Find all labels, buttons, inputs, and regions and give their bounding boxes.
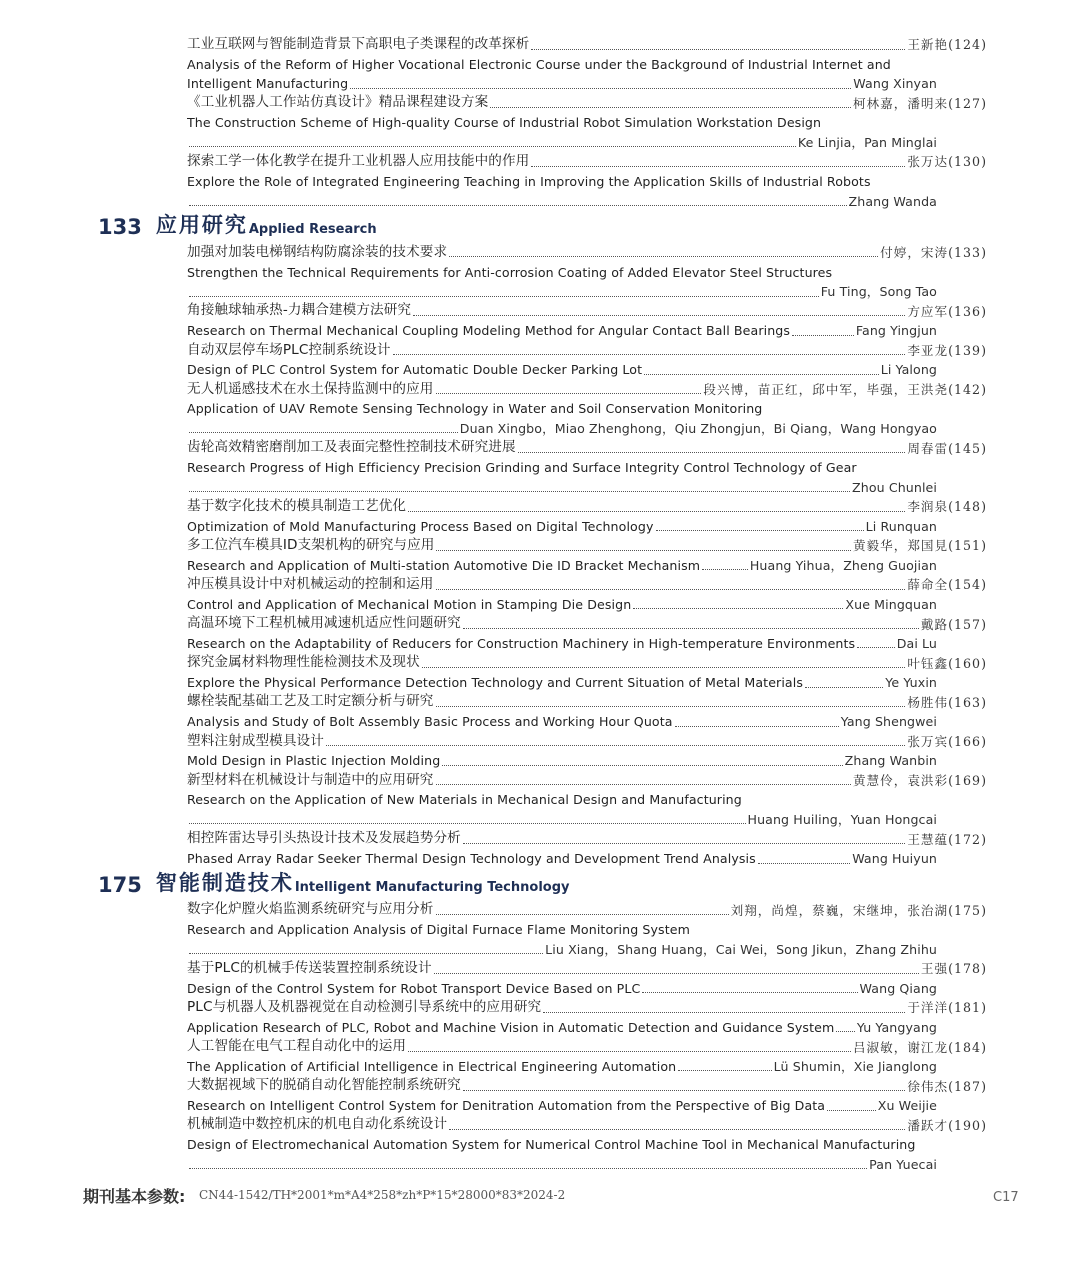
entry-authors-zh: 黄慧伶，袁洪彩(169) — [852, 772, 987, 788]
entry-authors-en: Lü Shumin，Xie Jianglong — [773, 1059, 937, 1075]
authors-zh-text: 李润泉 — [907, 499, 949, 515]
authors-zh-text: 吕淑敏，谢江龙 — [852, 1039, 949, 1055]
entry-title-zh: 相控阵雷达导引头热设计技术及发展趋势分析 — [187, 830, 461, 847]
authors-zh-text: 薛命全 — [907, 577, 949, 593]
authors-zh-text: 王慧蕴 — [907, 831, 949, 847]
toc-entry-zh — [187, 437, 987, 457]
toc-entry-zh — [187, 997, 987, 1017]
toc-entry-zh — [187, 958, 987, 978]
toc-entry-zh — [187, 242, 987, 262]
toc-entry-zh — [187, 574, 987, 594]
entry-page-number: 169 — [954, 772, 982, 788]
toc-entry-en — [187, 919, 937, 939]
authors-zh-text: 付婷，宋涛 — [880, 245, 949, 261]
entry-authors-zh: 戴路(157) — [920, 616, 987, 632]
page-number: C17 — [993, 1190, 1019, 1205]
entry-authors-zh: 叶钰鑫(160) — [907, 655, 987, 671]
toc-entry-en — [187, 555, 937, 575]
entry-title-en: The Application of Artificial Intelligence in Electrical Engineering Automation — [187, 1059, 677, 1075]
entry-title-en: Research and Application of Multi-station Automotive Die ID Bracket Mechanism — [187, 557, 701, 573]
leader-dots — [857, 647, 894, 648]
entry-title-en: Analysis of the Reform of Higher Vocational Electronic Course under the Background of Industrial Internet and — [187, 56, 891, 72]
leader-dots — [827, 1110, 876, 1111]
entry-title-en: Intelligent Manufacturing — [187, 76, 349, 92]
entry-title-en: Control and Application of Mechanical Motion in Stamping Die Design — [187, 596, 632, 612]
entry-authors-zh: 黄毅华，郑国見(151) — [852, 538, 987, 554]
entry-title-zh: 《工业机器人工作站仿真设计》精品课程建设方案 — [187, 94, 489, 111]
toc-entry-zh — [187, 340, 987, 360]
entry-authors-en: Fang Yingjun — [855, 323, 937, 339]
toc-entry-en — [187, 359, 937, 379]
entry-authors-en: Xu Weijie — [877, 1098, 937, 1114]
entry-page-number: 160 — [954, 655, 982, 671]
entry-page-number: 142 — [954, 381, 982, 397]
entry-authors-zh: 付婷，宋涛(133) — [880, 245, 987, 261]
entry-page-number: 136 — [954, 303, 982, 319]
toc-entry-en — [187, 978, 937, 998]
entry-title-zh: 塑料注射成型模具设计 — [187, 732, 324, 749]
entry-title-zh: 齿轮高效精密磨削加工及表面完整性控制技术研究进展 — [187, 439, 516, 456]
entry-title-zh: 新型材料在机械设计与制造中的应用研究 — [187, 771, 434, 788]
entry-title-en: Explore the Physical Performance Detection Technology and Current Situation of Metal Materials — [187, 675, 803, 691]
toc-entry-zh — [187, 301, 987, 321]
leader-dots — [758, 863, 850, 864]
entry-title-zh: 人工智能在电气工程自动化中的运用 — [187, 1038, 407, 1055]
entry-title-en: Strengthen the Technical Requirements for Anti-corrosion Coating of Added Elevator Steel Structures — [187, 264, 833, 280]
leader-dots — [189, 296, 819, 297]
toc-entry-zh — [187, 770, 987, 790]
entry-title-zh: 大数据视域下的脱硝自动化智能控制系统研究 — [187, 1077, 461, 1094]
authors-zh-text: 徐伟杰 — [907, 1078, 949, 1094]
leader-dots — [189, 205, 847, 206]
authors-zh-text: 王新艳 — [907, 37, 949, 53]
leader-dots — [463, 1090, 905, 1091]
leader-dots — [644, 374, 879, 375]
entry-authors-en: Wang Huiyun — [852, 851, 937, 867]
entry-page-number: 184 — [954, 1039, 982, 1055]
entry-authors-zh: 刘翔，尚煌，蔡巍，宋继坤，张治湖(175) — [730, 902, 987, 918]
entry-title-zh: 探究金属材料物理性能检测技术及现状 — [187, 654, 420, 671]
entry-authors-zh: 吕淑敏，谢江龙(184) — [852, 1039, 987, 1055]
toc-entry-en — [187, 320, 937, 340]
entry-authors-zh: 薛命全(154) — [907, 577, 987, 593]
leader-dots — [463, 843, 905, 844]
entry-title-en: Design of the Control System for Robot Transport Device Based on PLC — [187, 980, 641, 996]
toc-entry-zh — [187, 1115, 987, 1135]
entry-title-zh: 高温环境下工程机械用减速机适应性问题研究 — [187, 615, 461, 632]
leader-dots — [189, 823, 746, 824]
leader-dots — [442, 765, 842, 766]
authors-zh-text: 戴路 — [920, 616, 949, 632]
toc-entry-en — [187, 711, 937, 731]
entry-authors-zh: 潘跃才(190) — [907, 1117, 987, 1133]
toc-entry-en — [187, 457, 937, 477]
toc-entry-en — [187, 789, 937, 809]
entry-title-en: Design of PLC Control System for Automatic Double Decker Parking Lot — [187, 362, 643, 378]
entry-title-zh: 探索工学一体化教学在提升工业机器人应用技能中的作用 — [187, 153, 530, 170]
entry-title-en: Application of UAV Remote Sensing Technology in Water and Soil Conservation Monitoring — [187, 401, 763, 417]
entry-title-zh: 数字化炉膛火焰监测系统研究与应用分析 — [187, 901, 434, 918]
entry-authors-zh: 于洋洋(181) — [907, 1000, 987, 1016]
entry-page-number: 187 — [954, 1078, 982, 1094]
entry-page-number: 166 — [954, 733, 982, 749]
entry-page-number: 145 — [954, 440, 982, 456]
leader-dots — [436, 393, 702, 394]
entry-title-zh: 角接触球轴承热-力耦合建模方法研究 — [187, 302, 412, 319]
authors-zh-text: 王强 — [920, 961, 949, 977]
toc-entry-en — [187, 281, 937, 301]
toc-entry-en — [187, 1154, 937, 1174]
entry-title-en: Application Research of PLC, Robot and Machine Vision in Automatic Detection and Guidance System — [187, 1019, 835, 1035]
toc-entry-zh — [187, 1076, 987, 1096]
leader-dots — [434, 973, 919, 974]
entry-title-en: Phased Array Radar Seeker Thermal Design Technology and Development Trend Analysis — [187, 851, 756, 867]
toc-entry-en — [187, 132, 937, 152]
leader-dots — [656, 530, 864, 531]
entry-title-en: Research on the Application of New Materials in Mechanical Design and Manufacturing — [187, 792, 742, 808]
entry-authors-en: Wang Xinyan — [853, 76, 937, 92]
entry-page-number: 157 — [954, 616, 982, 632]
entry-authors-zh: 周春雷(145) — [907, 440, 987, 456]
entry-page-number: 133 — [954, 245, 982, 261]
toc-entry-zh — [187, 828, 987, 848]
entry-title-zh: 冲压模具设计中对机械运动的控制和运用 — [187, 576, 434, 593]
entry-page-number: 127 — [954, 95, 982, 111]
toc-entry-zh — [187, 1036, 987, 1056]
entry-page-number: 163 — [954, 694, 982, 710]
authors-zh-text: 杨胜伟 — [907, 694, 949, 710]
entry-authors-en: Ke Linjia，Pan Minglai — [797, 134, 937, 150]
entry-title-zh: 螺栓装配基础工艺及工时定额分析与研究 — [187, 693, 434, 710]
entry-authors-zh: 王慧蕴(172) — [907, 831, 987, 847]
leader-dots — [490, 107, 851, 108]
authors-zh-text: 潘跃才 — [907, 1117, 949, 1133]
toc-entry-en — [187, 477, 937, 497]
entry-title-zh: 基于PLC的机械手传送装置控制系统设计 — [187, 960, 432, 977]
entry-page-number: 151 — [954, 538, 982, 554]
authors-zh-text: 柯林嘉，潘明来 — [852, 95, 949, 111]
entry-authors-zh: 柯林嘉，潘明来(127) — [852, 95, 987, 111]
entry-page-number: 124 — [954, 37, 982, 53]
entry-page-number: 148 — [954, 499, 982, 515]
entry-authors-zh: 王新艳(124) — [907, 37, 987, 53]
entry-title-en: Explore the Role of Integrated Engineering Teaching in Improving the Application Skills of Industrial Robots — [187, 173, 871, 189]
authors-zh-text: 段兴博，苗正红，邱中军，毕强，王洪尧 — [703, 381, 949, 397]
entry-title-zh: 无人机遥感技术在水土保持监测中的应用 — [187, 380, 434, 397]
leader-dots — [422, 667, 906, 668]
leader-dots — [436, 589, 906, 590]
entry-authors-zh: 王强(178) — [920, 961, 987, 977]
entry-title-zh: 机械制造中数控机床的机电自动化系统设计 — [187, 1116, 448, 1133]
toc-entry-zh — [187, 900, 987, 920]
leader-dots — [531, 49, 905, 50]
leader-dots — [531, 166, 905, 167]
leader-dots — [702, 569, 748, 570]
toc-entry-zh — [187, 653, 987, 673]
section-title-zh: 应用研究 — [155, 212, 248, 237]
toc-entry-zh — [187, 151, 987, 171]
toc-entry-en — [187, 398, 937, 418]
toc-entry-en — [187, 1056, 937, 1076]
authors-zh-text: 张万达 — [907, 154, 949, 170]
toc-entry-en — [187, 171, 937, 191]
entry-authors-zh: 方应军(136) — [907, 303, 987, 319]
toc-entry-en — [187, 516, 937, 536]
leader-dots — [408, 1051, 851, 1052]
leader-dots — [413, 315, 905, 316]
authors-zh-text: 李亚龙 — [907, 342, 949, 358]
entry-authors-en: Huang Yihua，Zheng Guojian — [749, 557, 937, 573]
leader-dots — [189, 432, 458, 433]
toc-entry-en — [187, 190, 937, 210]
section-number: 175 — [98, 872, 142, 897]
leader-dots — [449, 256, 878, 257]
authors-zh-text: 叶钰鑫 — [907, 655, 949, 671]
entry-title-zh: PLC与机器人及机器视觉在自动检测引导系统中的应用研究 — [187, 999, 542, 1016]
leader-dots — [189, 953, 543, 954]
entry-page-number: 154 — [954, 577, 982, 593]
entry-authors-zh: 徐伟杰(187) — [907, 1078, 987, 1094]
leader-dots — [326, 745, 905, 746]
toc-entry-zh — [187, 613, 987, 633]
entry-title-zh: 基于数字化技术的模具制造工艺优化 — [187, 497, 407, 514]
entry-authors-en: Ye Yuxin — [885, 675, 937, 691]
toc-entry-en — [187, 633, 937, 653]
entry-authors-en: Liu Xiang，Shang Huang，Cai Wei，Song Jikun，Zhang Zhihu — [545, 941, 937, 957]
toc-entry-en — [187, 1134, 937, 1154]
toc-entry-en — [187, 262, 937, 282]
entry-authors-en: Zhang Wanbin — [844, 753, 937, 769]
authors-zh-text: 黄毅华，郑国見 — [852, 538, 949, 554]
entry-page-number: 190 — [954, 1117, 982, 1133]
entry-title-en: Research and Application Analysis of Digital Furnace Flame Monitoring System — [187, 922, 690, 938]
entry-authors-zh: 段兴博，苗正红，邱中军，毕强，王洪尧(142) — [703, 381, 987, 397]
authors-zh-text: 刘翔，尚煌，蔡巍，宋继坤，张治湖 — [730, 902, 949, 918]
leader-dots — [189, 1168, 867, 1169]
entry-title-en: Research on Thermal Mechanical Coupling Modeling Method for Angular Contact Ball Bearings — [187, 323, 791, 339]
leader-dots — [675, 726, 839, 727]
toc-entry-en — [187, 54, 937, 74]
entry-authors-en: Xue Mingquan — [845, 596, 937, 612]
leader-dots — [189, 146, 796, 147]
leader-dots — [518, 452, 906, 453]
entry-authors-zh: 李亚龙(139) — [907, 342, 987, 358]
toc-entry-zh — [187, 379, 987, 399]
toc-entry-en — [187, 73, 937, 93]
entry-authors-en: Li Runquan — [865, 518, 937, 534]
toc-entry-en — [187, 750, 937, 770]
leader-dots — [633, 608, 843, 609]
entry-authors-en: Yu Yangyang — [856, 1019, 937, 1035]
section-number: 133 — [98, 214, 142, 239]
entry-authors-en: Fu Ting，Song Tao — [820, 284, 937, 300]
toc-entry-zh — [187, 496, 987, 516]
leader-dots — [189, 491, 850, 492]
entry-page-number: 130 — [954, 154, 982, 170]
authors-zh-text: 于洋洋 — [907, 1000, 949, 1016]
journal-parameters-label: 期刊基本参数: — [83, 1187, 186, 1206]
leader-dots — [543, 1012, 905, 1013]
entry-title-en: Analysis and Study of Bolt Assembly Basic Process and Working Hour Quota — [187, 714, 673, 730]
entry-page-number: 181 — [954, 1000, 982, 1016]
entry-authors-zh: 杨胜伟(163) — [907, 694, 987, 710]
entry-page-number: 172 — [954, 831, 982, 847]
entry-title-zh: 多工位汽车模具ID支架机构的研究与应用 — [187, 537, 435, 554]
entry-authors-en: Yang Shengwei — [840, 714, 937, 730]
leader-dots — [463, 628, 919, 629]
toc-entry-zh — [187, 34, 987, 54]
entry-authors-en: Zhang Wanda — [848, 193, 937, 209]
toc-entry-zh — [187, 93, 987, 113]
entry-title-en: Design of Electromechanical Automation System for Numerical Control Machine Tool in Mechanical Manufacturing — [187, 1137, 916, 1153]
entry-authors-en: Zhou Chunlei — [852, 479, 937, 495]
toc-entry-zh — [187, 692, 987, 712]
toc-entry-zh — [187, 535, 987, 555]
toc-entry-en — [187, 1017, 937, 1037]
leader-dots — [408, 511, 905, 512]
entry-title-en: Optimization of Mold Manufacturing Process Based on Digital Technology — [187, 518, 654, 534]
entry-page-number: 139 — [954, 342, 982, 358]
entry-authors-zh: 李润泉(148) — [907, 499, 987, 515]
entry-authors-en: Duan Xingbo，Miao Zhenghong，Qiu Zhongjun，Bi Qiang，Wang Hongyao — [459, 421, 937, 437]
entry-authors-zh: 张万达(130) — [907, 154, 987, 170]
section-heading — [98, 209, 377, 239]
authors-zh-text: 黄慧伶，袁洪彩 — [852, 772, 949, 788]
toc-entry-en — [187, 809, 937, 829]
entry-authors-en: Li Yalong — [880, 362, 937, 378]
toc-entry-en — [187, 939, 937, 959]
entry-authors-en: Huang Huiling，Yuan Hongcai — [747, 812, 937, 828]
leader-dots — [792, 335, 854, 336]
entry-authors-zh: 张万宾(166) — [907, 733, 987, 749]
entry-authors-en: Wang Qiang — [859, 980, 937, 996]
entry-authors-en: Dai Lu — [896, 636, 937, 652]
entry-title-en: Mold Design in Plastic Injection Molding — [187, 753, 441, 769]
leader-dots — [350, 88, 851, 89]
entry-title-en: Research on the Adaptability of Reducers for Construction Machinery in High-temperature Environments — [187, 636, 856, 652]
entry-title-zh: 工业互联网与智能制造背景下高职电子类课程的改革探析 — [187, 35, 530, 52]
entry-title-en: The Construction Scheme of High-quality Course of Industrial Robot Simulation Workstation Design — [187, 115, 822, 131]
authors-zh-text: 方应军 — [907, 303, 949, 319]
entry-title-en: Research Progress of High Efficiency Precision Grinding and Surface Integrity Control Technology of Gear — [187, 460, 857, 476]
leader-dots — [449, 1129, 905, 1130]
section-title-en: Applied Research — [248, 221, 377, 237]
section-title-en: Intelligent Manufacturing Technology — [294, 879, 570, 895]
entry-title-en: Research on Intelligent Control System for Denitration Automation from the Perspective of Big Data — [187, 1098, 826, 1114]
toc-entry-en — [187, 848, 937, 868]
toc-entry-en — [187, 112, 937, 132]
leader-dots — [642, 992, 857, 993]
leader-dots — [436, 784, 851, 785]
entry-title-zh: 自动双层停车场PLC控制系统设计 — [187, 341, 391, 358]
leader-dots — [393, 354, 906, 355]
toc-entry-en — [187, 594, 937, 614]
authors-zh-text: 周春雷 — [907, 440, 949, 456]
entry-title-zh: 加强对加装电梯钢结构防腐涂装的技术要求 — [187, 243, 448, 260]
leader-dots — [678, 1070, 771, 1071]
leader-dots — [436, 550, 850, 551]
leader-dots — [436, 914, 729, 915]
leader-dots — [805, 687, 883, 688]
toc-entry-en — [187, 418, 937, 438]
toc-entry-en — [187, 672, 937, 692]
leader-dots — [436, 706, 906, 707]
section-title-zh: 智能制造技术 — [155, 870, 294, 895]
entry-authors-en: Pan Yuecai — [869, 1156, 937, 1172]
section-heading — [98, 867, 570, 897]
entry-page-number: 178 — [954, 961, 982, 977]
journal-parameters-value: CN44-1542/TH*2001*m*A4*258*zh*P*15*28000*83*2024-2 — [199, 1188, 566, 1202]
leader-dots — [836, 1031, 855, 1032]
toc-entry-en — [187, 1095, 937, 1115]
entry-page-number: 175 — [954, 902, 982, 918]
toc-entry-zh — [187, 731, 987, 751]
authors-zh-text: 张万宾 — [907, 733, 949, 749]
